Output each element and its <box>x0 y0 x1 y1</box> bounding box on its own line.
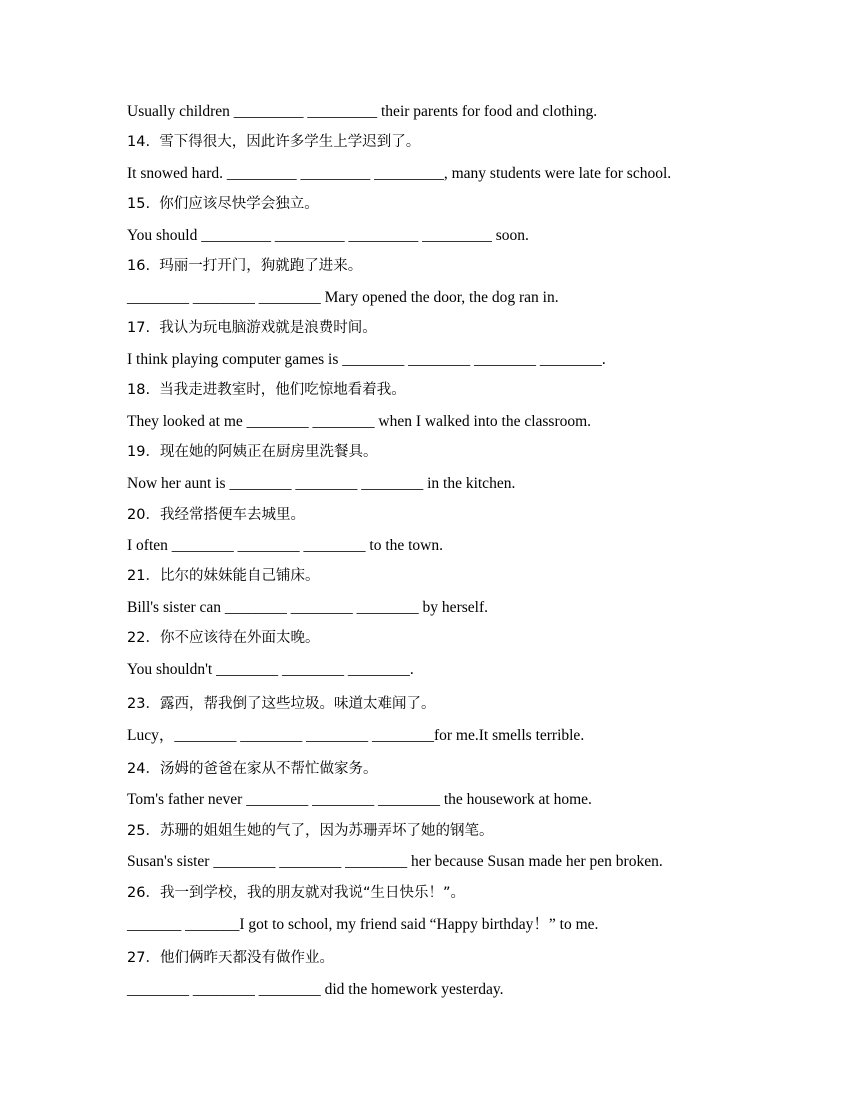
sentence-line: _______ _______I got to school, my friend said “Happy birthday！” to me. <box>127 916 599 933</box>
question-24: 24．汤姆的爸爸在家从不帮忙做家务。 <box>127 761 378 777</box>
sentence-line: I often ________ ________ ________ to the town. <box>127 537 444 554</box>
sentence-line: ________ ________ ________ Mary opened the door, the dog ran in. <box>127 289 559 306</box>
question-27: 27．他们俩昨天都没有做作业。 <box>127 950 334 966</box>
sentence-line: Lucy，________ ________ ________ ________for me.It smells terrible. <box>127 727 585 744</box>
question-16: 16. 玛丽一打开门，狗就跑了进来。 <box>127 258 363 274</box>
sentence-line: Tom's father never ________ ________ ________ the housework at home. <box>127 791 592 808</box>
question-25: 25．苏珊的姐姐生她的气了，因为苏珊弄坏了她的钢笔。 <box>127 823 494 839</box>
sentence-line: Susan's sister ________ ________ ________ her because Susan made her pen broken. <box>127 853 663 870</box>
question-18: 18. 当我走进教室时，他们吃惊地看着我。 <box>127 382 406 398</box>
question-17: 17. 我认为玩电脑游戏就是浪费时间。 <box>127 320 377 336</box>
sentence-line: You should _________ _________ _________ _________ soon. <box>127 227 529 244</box>
sentence-line: You shouldn't ________ ________ ________. <box>127 661 414 678</box>
question-20: 20．我经常搭便车去城里。 <box>127 507 305 523</box>
question-26: 26．我一到学校，我的朋友就对我说“生日快乐！”。 <box>127 885 465 901</box>
question-19: 19．现在她的阿姨正在厨房里洗餐具。 <box>127 444 378 460</box>
sentence-line: It snowed hard. _________ _________ _________, many students were late for school. <box>127 165 672 182</box>
question-14: 14. 雪下得很大，因此许多学生上学迟到了。 <box>127 134 421 150</box>
sentence-line: Bill's sister can ________ ________ ________ by herself. <box>127 599 488 616</box>
question-15: 15. 你们应该尽快学会独立。 <box>127 196 319 212</box>
sentence-line: Usually children _________ _________ their parents for food and clothing. <box>127 103 598 120</box>
question-22: 22．你不应该待在外面太晚。 <box>127 630 320 646</box>
sentence-line: They looked at me ________ ________ when I walked into the classroom. <box>127 413 592 430</box>
sentence-line: I think playing computer games is ________ ________ ________ ________. <box>127 351 606 368</box>
sentence-line: ________ ________ ________ did the homework yesterday. <box>127 981 504 998</box>
question-23: 23．露西，帮我倒了这些垃圾。味道太难闻了。 <box>127 696 436 712</box>
question-21: 21．比尔的妹妹能自己铺床。 <box>127 568 320 584</box>
sentence-line: Now her aunt is ________ ________ ________ in the kitchen. <box>127 475 516 492</box>
